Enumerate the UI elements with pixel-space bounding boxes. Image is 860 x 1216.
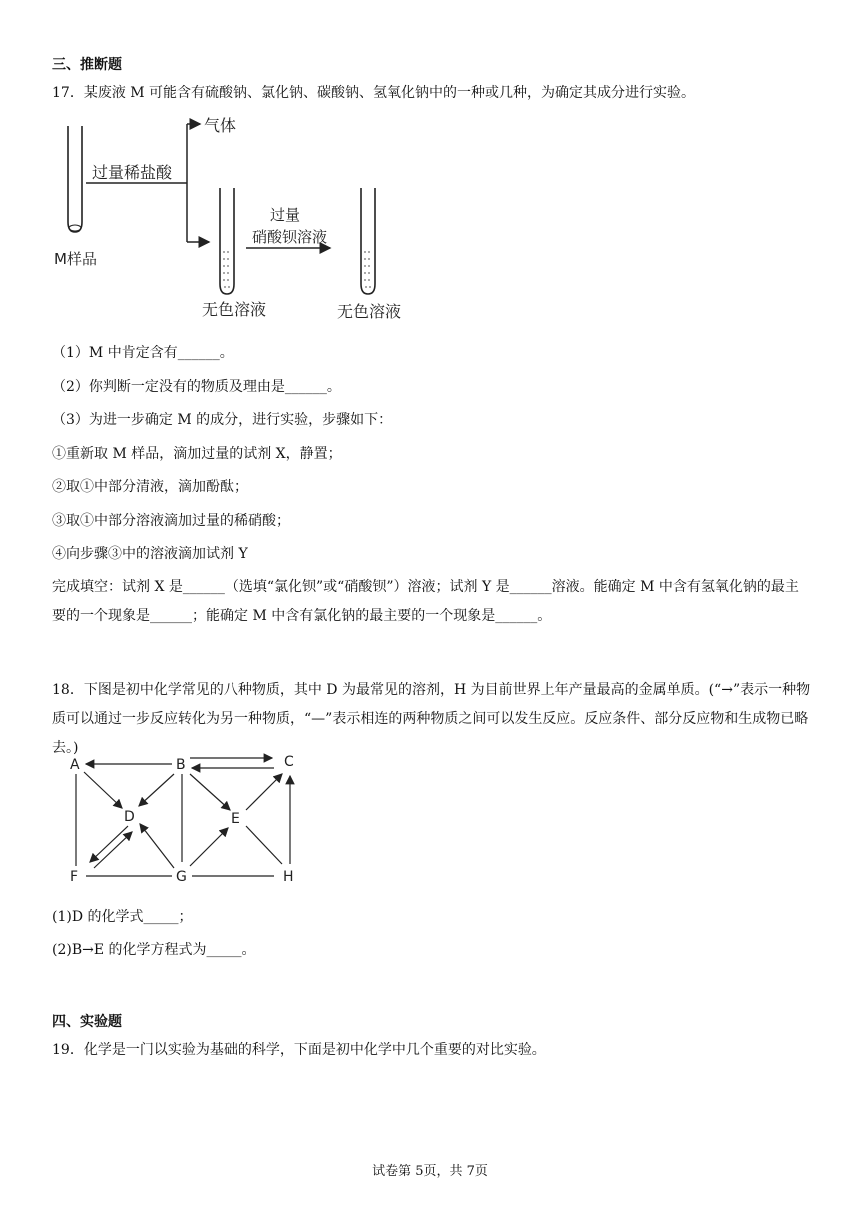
node-B: B <box>176 757 186 773</box>
substance-relation-diagram <box>62 750 312 890</box>
page-footer: 试卷第 5页，共 7页 <box>372 1164 488 1179</box>
experiment-flow-diagram <box>52 112 422 324</box>
node-D: D <box>124 809 135 825</box>
question-17-stem: 17．某废液 M 可能含有硫酸钠、氯化钠、碳酸钠、氢氧化钠中的一种或几种，为确定其成分进行实验。 <box>52 85 696 101</box>
test-tube-sample-icon <box>68 126 82 232</box>
q18-part-1: (1)D 的化学式_____； <box>52 909 193 925</box>
node-E: E <box>231 811 240 827</box>
question-19-stem: 19．化学是一门以实验为基础的科学，下面是初中化学中几个重要的对比实验。 <box>52 1042 546 1058</box>
section-heading-4: 四、实验题 <box>52 1014 122 1030</box>
reagent-1-label: 过量稀盐酸 <box>92 163 173 182</box>
q17-step-3: ③取①中部分溶液滴加过量的稀硝酸； <box>52 513 290 529</box>
q17-step-2: ②取①中部分清液，滴加酚酞； <box>52 479 248 495</box>
question-18-stem: 18．下图是初中化学常见的八种物质，其中 D 为最常见的溶剂，H 为目前世界上年产量最高的金属单质。(“→”表示一种物质可以通过一步反应转化为另一种物质，“—”表示相连的两种物质之间可以发生反应。反应条件、部分反应物和生成物已略去。) <box>52 682 811 756</box>
node-A: A <box>70 757 80 773</box>
node-G: G <box>176 869 187 885</box>
node-C: C <box>284 754 294 770</box>
node-H: H <box>283 869 294 885</box>
section-heading-3: 三、推断题 <box>52 57 122 73</box>
q17-fill-blanks: 完成填空：试剂 X 是______（选填“氯化钡”或“硝酸钡”）溶液；试剂 Y 是______溶液。能确定 M 中含有氢氧化钠的最主要的一个现象是______；能确定 M 中含有氯化钠的最主要的一个现象是______。 <box>52 579 799 624</box>
node-F: F <box>70 869 79 885</box>
reagent-2-line2: 硝酸钡溶液 <box>252 228 328 246</box>
q17-part-3: （3）为进一步确定 M 的成分，进行实验，步骤如下： <box>52 412 393 428</box>
solution-2-label: 无色溶液 <box>337 302 402 321</box>
q17-step-1: ①重新取 M 样品，滴加过量的试剂 X，静置； <box>52 446 342 462</box>
q17-part-1: （1）M 中肯定含有______。 <box>52 345 234 361</box>
reagent-2-line1: 过量 <box>270 206 301 224</box>
test-tube-right-icon <box>361 188 375 294</box>
q17-part-2: （2）你判断一定没有的物质及理由是______。 <box>52 379 341 395</box>
q17-step-4: ④向步骤③中的溶液滴加试剂 Y <box>52 546 248 562</box>
test-tube-middle-icon <box>220 188 234 294</box>
solution-1-label: 无色溶液 <box>202 300 267 319</box>
gas-label: 气体 <box>204 116 237 135</box>
q18-part-2: (2)B→E 的化学方程式为_____。 <box>52 942 256 958</box>
sample-label: M样品 <box>54 250 97 268</box>
